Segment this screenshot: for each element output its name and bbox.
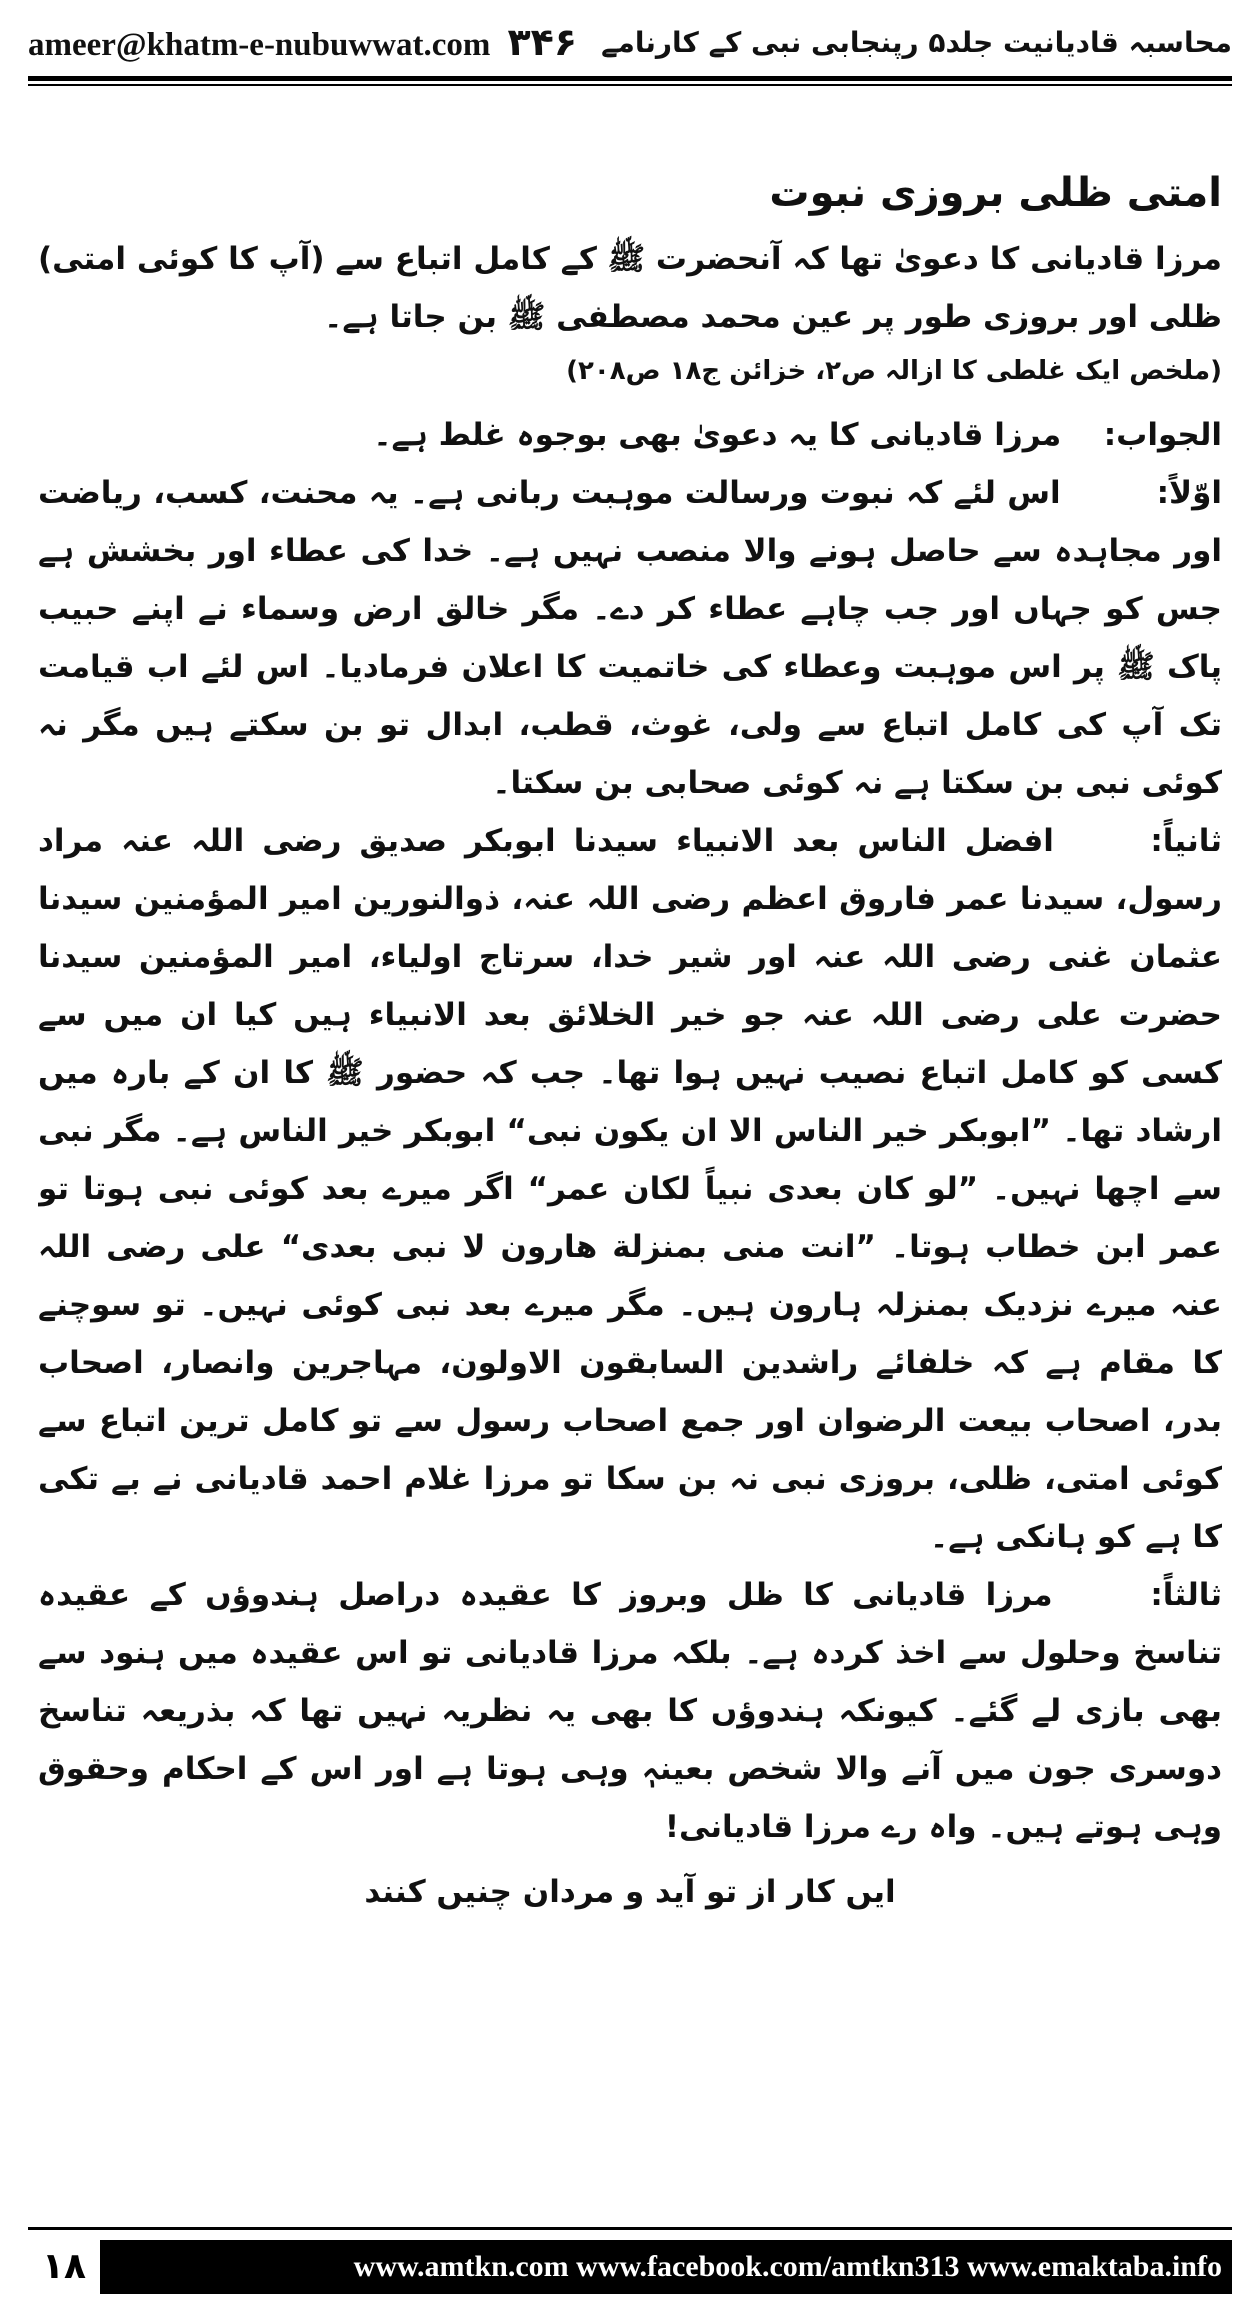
answer-paragraph [38, 406, 1222, 464]
hadith-quote-1: ”ابوبکر خیر الناس الا ان یکون نبی“ [506, 1113, 1052, 1149]
second-point-text-3: اگر میرے بعد کوئی نبی ہوتا تو عمر ابن خطاب ہوتا۔ [38, 1171, 1222, 1265]
page-header [28, 14, 1232, 70]
footer-links: www.amtkn.com www.facebook.com/amtkn313 www.emaktaba.info [353, 2250, 1222, 2283]
intro-paragraph: مرزا قادیانی کا دعویٰ تھا کہ آنحضرت ﷺ کے کامل اتباع سے (آپ کا کوئی امتی) ظلی اور بروزی طور پر عین محمد مصطفی ﷺ بن جاتا ہے۔ [38, 241, 1222, 335]
second-point-text-1: افضل الناس بعد الانبیاء سیدنا ابوبکر صدیق رضی اللہ عنہ مراد رسول، سیدنا عمر فاروق اعظم رضی اللہ عنہ، ذوالنورین امیر المؤمنین سیدنا عثمان غنی رضی اللہ عنہ اور شیر خدا، سرتاج اولیاء، امیر المؤمنین سیدنا حضرت علی رضی اللہ عنہ جو خیر الخلائق بعد الانبیاء ہیں کیا ان میں سے کسی کو کامل اتباع نصیب نہیں ہوا تھا۔ جب کہ حضور ﷺ کا ان کے بارہ میں ارشاد تھا۔ [38, 823, 1222, 1149]
third-point-text: مرزا قادیانی کا ظل وبروز کا عقیدہ دراصل ہندوؤں کے عقیدہ تناسخ وحلول سے اخذ کردہ ہے۔ بلکہ مرزا قادیانی تو اس عقیدہ میں ہنود سے بھی بازی لے گئے۔ کیونکہ ہندوؤں کا بھی یہ نظریہ نہیں تھا کہ بذریعہ تناسخ دوسری جون میں آنے والا شخص بعینہٖ وہی ہوتا ہے اور اس کے احکام وحقوق وہی ہوتے ہیں۔ واہ رے مرزا قادیانی! [38, 1577, 1222, 1845]
second-point-text-4: علی رضی اللہ عنہ میرے نزدیک بمنزلہ ہارون ہیں۔ مگر میرے بعد نبی کوئی نہیں۔ تو سوچنے کا مقام ہے کہ خلفائے راشدین السابقون الاولون، مہاجرین وانصار، اصحاب بدر، اصحاب بیعت الرضوان اور جمع اصحاب رسول سے تو کامل ترین اتباع سے کوئی امتی، ظلی، بروزی نبی نہ بن سکا تو مرزا غلام احمد قادیانی نے بے تکی کا ہے کو ہانکی ہے۔ [38, 1229, 1222, 1555]
header-rule [28, 76, 1232, 81]
third-point-label: ثالثاً: [1150, 1577, 1222, 1613]
persian-verse: ایں کار از تو آید و مردان چنیں کنند [364, 1874, 896, 1910]
header-rule-thin [28, 84, 1232, 86]
article-body [38, 120, 1222, 2200]
article-heading: امتی ظلی بروزی نبوت [769, 170, 1222, 216]
footer-page-number: ۱۸ [28, 2240, 100, 2294]
second-point-text-2: ابوبکر خیر الناس ہے۔ مگر نبی سے اچھا نہیں۔ [38, 1113, 1222, 1207]
first-point-paragraph [38, 464, 1222, 812]
footer-rule [28, 2227, 1232, 2230]
header-book-title: محاسبہ قادیانیت جلد۵ رپنجابی نبی کے کارنامے [601, 25, 1232, 59]
hadith-quote-2: ”لو کان بعدی نبیاً لکان عمر“ [527, 1171, 979, 1207]
second-point-label: ثانیاً: [1150, 823, 1222, 859]
hadith-quote-3: ”انت منی بمنزلة هارون لا نبی بعدی“ [280, 1229, 876, 1265]
answer-text: مرزا قادیانی کا یہ دعویٰ بھی بوجوہ غلط ہے۔ [373, 417, 1062, 453]
page-footer [28, 2240, 1232, 2294]
third-point-paragraph [38, 1566, 1222, 1856]
header-page-number: ۳۴۶ [507, 20, 578, 64]
answer-label: الجواب: [1103, 417, 1222, 453]
first-point-label: اوّلاً: [1156, 475, 1222, 511]
source-reference: (ملخص ایک غلطی کا ازالہ ص۲، خزائن ج۱۸ ص۲۰۸) [566, 356, 1222, 386]
first-point-text: اس لئے کہ نبوت ورسالت موہبت ربانی ہے۔ یہ محنت، کسب، ریاضت اور مجاہدہ سے حاصل ہونے والا منصب نہیں ہے۔ خدا کی عطاء اور بخشش ہے جس کو جہاں اور جب چاہے عطاء کر دے۔ مگر خالق ارض وسماء نے اپنے حبیب پاک ﷺ پر اس موہبت وعطاء کی خاتمیت کا اعلان فرمادیا۔ اس لئے اب قیامت تک آپ کی کامل اتباع سے ولی، غوث، قطب، ابدال تو بن سکتے ہیں مگر نہ کوئی نبی بن سکتا ہے نہ کوئی صحابی بن سکتا۔ [38, 475, 1222, 801]
header-left [28, 20, 577, 64]
header-email: ameer@khatm-e-nubuwwat.com [28, 27, 491, 63]
second-point-paragraph [38, 812, 1222, 1566]
